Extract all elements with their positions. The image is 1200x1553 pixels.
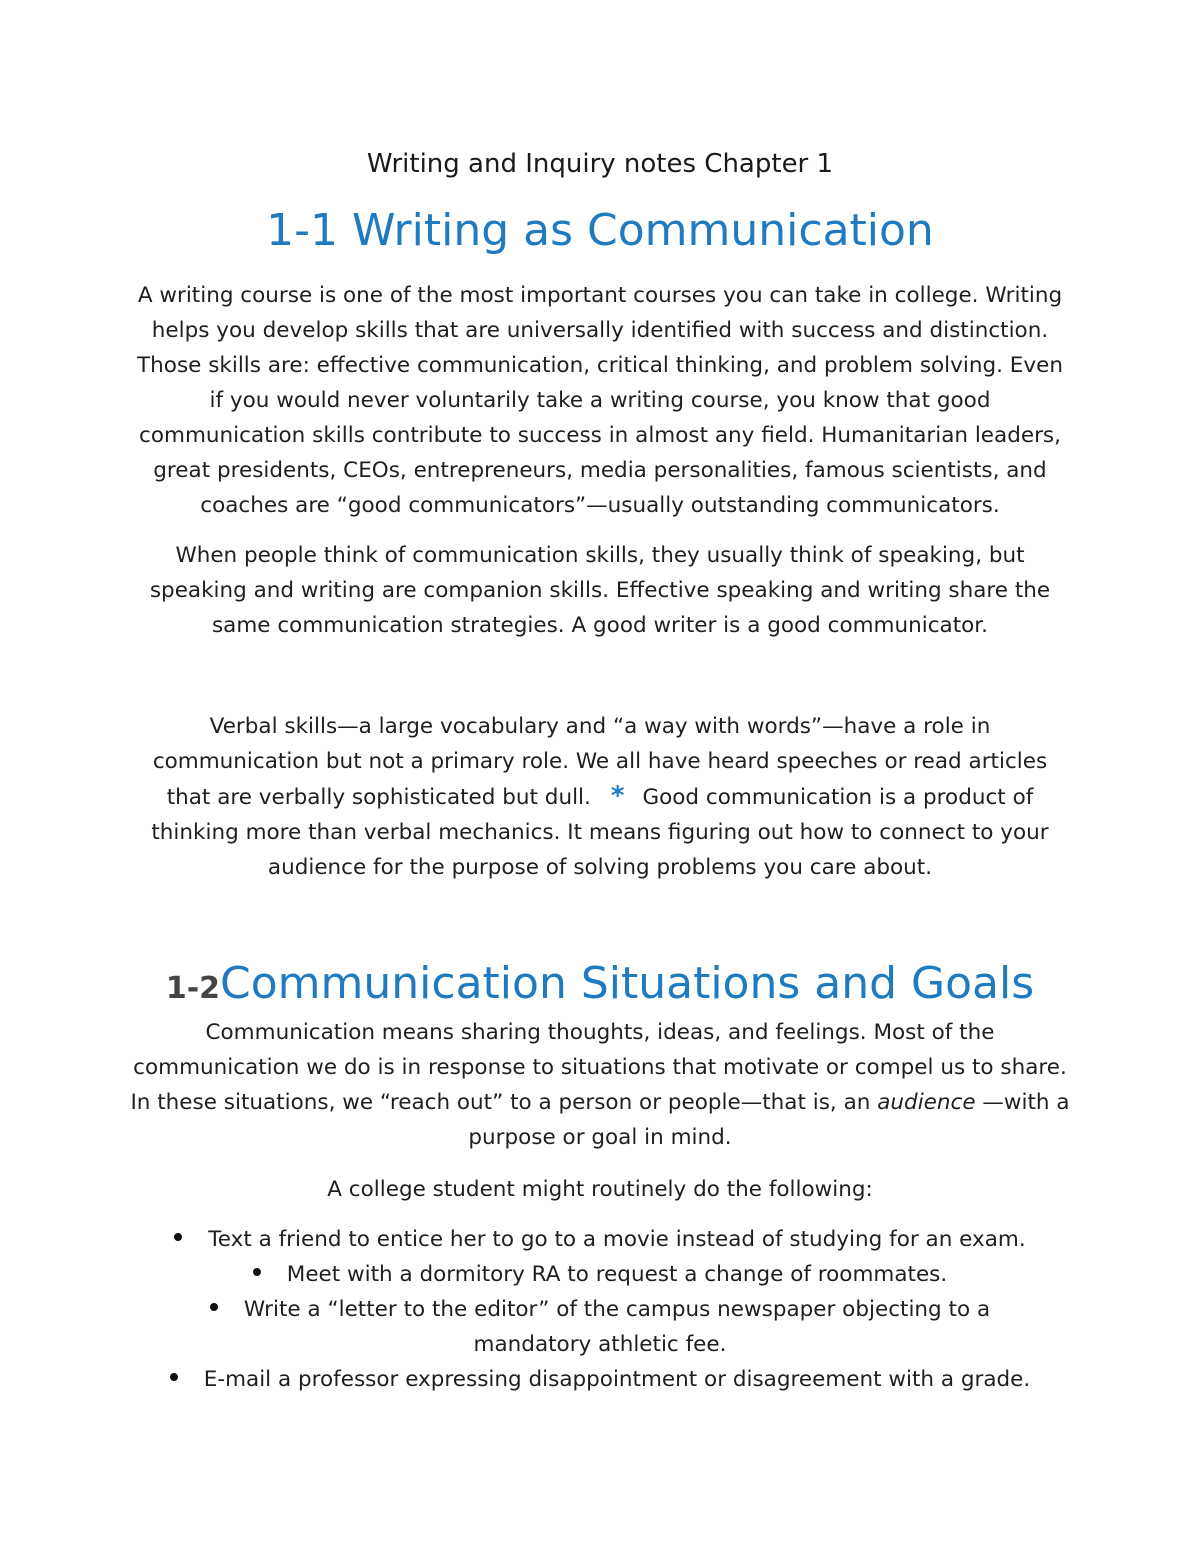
bullet-icon — [253, 1268, 261, 1276]
list-item-text: Meet with a dormitory RA to request a change of roommates. — [286, 1262, 948, 1287]
paragraph-4-part-2: —with a purpose or goal in mind. — [468, 1090, 1070, 1150]
bullet-list — [0, 1222, 1200, 1397]
list-item-text: E-mail a professor expressing disappointment or disagreement with a grade. — [203, 1367, 1031, 1392]
star-icon: * — [610, 781, 625, 811]
list-intro: A college student might routinely do the following: — [327, 1177, 873, 1202]
list-item-text: Write a “letter to the editor” of the campus newspaper objecting to a mandatory athletic fee. — [243, 1297, 991, 1357]
section-2-title: Communication Situations and Goals — [220, 958, 1035, 1009]
list-item — [0, 1257, 1200, 1292]
bullet-icon — [170, 1373, 178, 1381]
paragraph-4-part-1: Communication means sharing thoughts, ideas, and feelings. Most of the communication we do is in response to situations that motivate or compel us to share. In these situations, we “reach out” to a person or people—that is, an — [130, 1020, 1067, 1115]
bullet-icon — [210, 1303, 218, 1311]
section-2-heading — [0, 956, 1200, 1017]
section-1-paragraph-2: When people think of communication skills, they usually think of speaking, but speaking and writing are companion skills. Effective speaking and writing share the same communication strategies. A good writer is a good communicator. — [149, 543, 1051, 638]
paragraph-3-part-1: Verbal skills—a large vocabulary and “a way with words”—have a role in communication but not a primary role. We all have heard speeches or read articles that are verbally sophisticated but dull. — [152, 714, 1048, 810]
list-item — [0, 1362, 1200, 1397]
list-item — [0, 1222, 1200, 1257]
section-2-paragraph-1 — [130, 1015, 1070, 1155]
section-2-number: 1-2 — [165, 971, 221, 1006]
section-1-paragraph-3 — [130, 709, 1070, 885]
list-item-text: Text a friend to entice her to go to a movie instead of studying for an exam. — [208, 1227, 1026, 1252]
document-title: Writing and Inquiry notes Chapter 1 — [366, 149, 834, 179]
paragraph-3-part-2: Good communication is a product of thinking more than verbal mechanics. It means figuring out how to connect to your audience for the purpose of solving problems you care about. — [151, 785, 1049, 880]
bullet-icon — [174, 1233, 182, 1241]
section-1-paragraph-1: A writing course is one of the most important courses you can take in college. Writing helps you develop skills that are universally identified with success and distinction. Those skills are: effective communication, critical thinking, and problem solving. Even if you would never voluntarily take a writing course, you know that good communication skills contribute to success in almost any field. Humanitarian leaders, great presidents, CEOs, entrepreneurs, media personalities, famous scientists, and coaches are “good communicators”—usually outstanding communicators. — [137, 283, 1063, 518]
section-1-heading: 1-1 Writing as Communication — [266, 205, 934, 256]
audience-italic: audience — [877, 1090, 976, 1115]
list-item — [0, 1292, 1200, 1362]
